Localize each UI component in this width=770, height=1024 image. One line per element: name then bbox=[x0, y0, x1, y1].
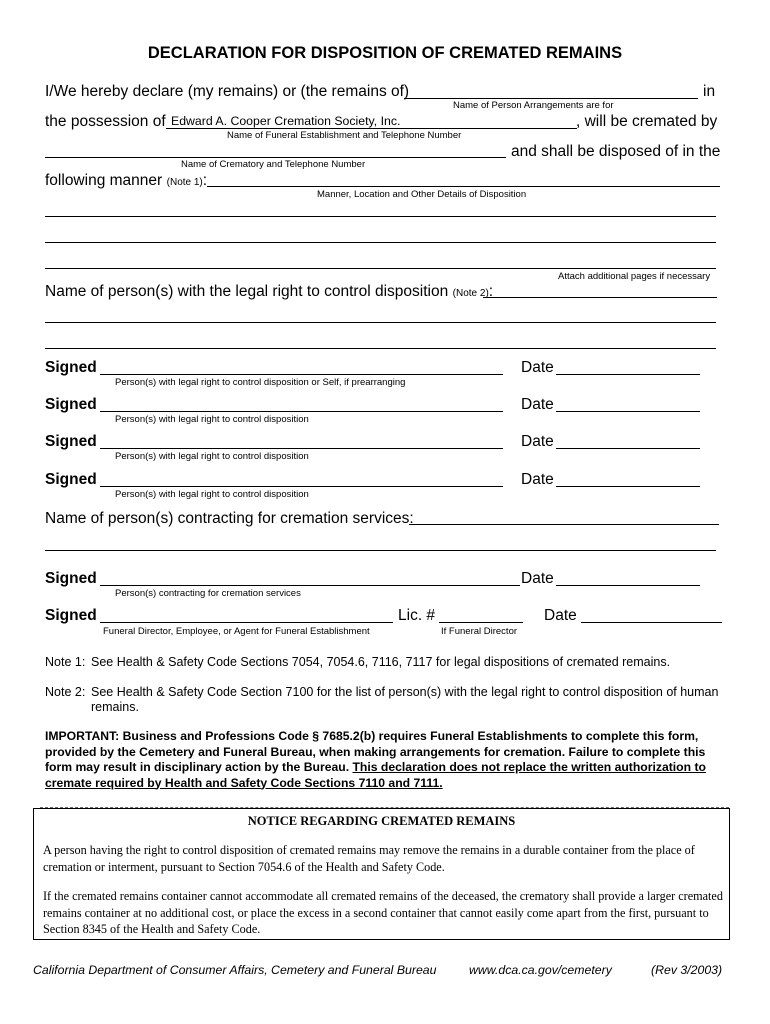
license-label: Lic. # bbox=[398, 607, 436, 624]
date-field[interactable] bbox=[556, 448, 700, 449]
date-label: Date bbox=[521, 359, 554, 376]
person-name-caption: Name of Person Arrangements are for bbox=[453, 100, 614, 111]
signature-caption: Person(s) with legal right to control disposition bbox=[115, 489, 309, 500]
signature-field[interactable] bbox=[100, 486, 503, 487]
person-name-field[interactable] bbox=[404, 98, 698, 99]
signed-label: Signed bbox=[45, 570, 97, 587]
notice-divider bbox=[40, 807, 729, 808]
date-label: Date bbox=[544, 607, 577, 624]
funeral-establishment-field[interactable] bbox=[166, 128, 577, 129]
note1-text: See Health & Safety Code Sections 7054, 7054.6, 7116, 7117 for legal dispositions of cremated remains. bbox=[91, 655, 671, 669]
date-field[interactable] bbox=[556, 585, 700, 586]
director-signature-caption: Funeral Director, Employee, or Agent for Funeral Establishment bbox=[103, 626, 370, 637]
footer-revision: (Rev 3/2003) bbox=[651, 963, 723, 977]
signature-caption: Person(s) with legal right to control disposition bbox=[115, 414, 309, 425]
note2-ref: (Note 2) bbox=[452, 288, 489, 299]
date-label: Date bbox=[521, 570, 554, 587]
note1-label: Note 1: bbox=[45, 655, 86, 669]
signature-field[interactable] bbox=[100, 448, 503, 449]
crematory-field[interactable] bbox=[45, 157, 506, 158]
date-label: Date bbox=[521, 396, 554, 413]
legal-right-field[interactable] bbox=[483, 297, 717, 298]
contracting-name-field[interactable] bbox=[409, 524, 719, 525]
signed-label: Signed bbox=[45, 433, 97, 450]
date-label: Date bbox=[521, 433, 554, 450]
license-field[interactable] bbox=[439, 622, 523, 623]
signature-caption: Person(s) with legal right to control disposition bbox=[115, 451, 309, 462]
declaration-line2-end: , will be cremated by bbox=[576, 113, 718, 130]
funeral-establishment-caption: Name of Funeral Establishment and Telephone Number bbox=[227, 130, 462, 141]
signature-field[interactable] bbox=[100, 411, 503, 412]
disposition-details-line[interactable] bbox=[45, 216, 716, 217]
note1-ref: (Note 1) bbox=[166, 177, 203, 188]
date-label: Date bbox=[521, 471, 554, 488]
contracting-label: Name of person(s) contracting for cremation services: bbox=[45, 510, 414, 527]
disposition-manner-caption: Manner, Location and Other Details of Disposition bbox=[317, 189, 527, 200]
important-text: IMPORTANT: Business and Professions Code § 7685.2(b) requires Funeral Establishments to complete this form, provided by the Cemetery and Funeral Bureau, when making arrangements for cremation. Failure to complete this form may result in disciplinary action by the Bureau. bbox=[45, 729, 706, 774]
legal-right-line[interactable] bbox=[45, 322, 716, 323]
signed-label: Signed bbox=[45, 471, 97, 488]
disposition-details-line[interactable] bbox=[45, 242, 716, 243]
legal-right-colon: : bbox=[488, 283, 494, 300]
crematory-caption: Name of Crematory and Telephone Number bbox=[181, 159, 366, 170]
declaration-line4-colon: : bbox=[202, 172, 208, 189]
legal-right-text: Name of person(s) with the legal right to control disposition bbox=[45, 283, 449, 300]
notice-paragraph-1: A person having the right to control disposition of cremated remains may remove the remains in a durable container from the place of cremation or interment, pursuant to Section 7054.6 of the Health and Safety Code. bbox=[43, 843, 695, 874]
declaration-line4 bbox=[45, 172, 207, 190]
director-signature-field[interactable] bbox=[100, 622, 393, 623]
notice-title: NOTICE REGARDING CREMATED REMAINS bbox=[247, 814, 516, 828]
signature-caption: Person(s) with legal right to control disposition or Self, if prearranging bbox=[115, 377, 406, 388]
legal-right-line[interactable] bbox=[45, 348, 716, 349]
note2-text: See Health & Safety Code Section 7100 for the list of person(s) with the legal right to control disposition of human bbox=[91, 685, 719, 699]
notice-box bbox=[33, 808, 730, 940]
signed-label: Signed bbox=[45, 396, 97, 413]
notice-paragraph-2: If the cremated remains container cannot accommodate all cremated remains of the deceased, the crematory shall provide a larger cremated remains container at no additional cost, or place the excess in a second container that cannot easily come apart from the first, pursuant to Section 8345 of the Health and Safety Code. bbox=[43, 889, 723, 936]
funeral-establishment-value: Edward A. Cooper Cremation Society, Inc. bbox=[171, 114, 401, 128]
date-field[interactable] bbox=[556, 486, 700, 487]
contracting-signature-caption: Person(s) contracting for cremation services bbox=[115, 588, 301, 599]
important-notice bbox=[45, 729, 735, 791]
note2-text-cont: remains. bbox=[91, 700, 139, 714]
attach-pages-note: Attach additional pages if necessary bbox=[558, 271, 711, 282]
footer-url[interactable]: www.dca.ca.gov/cemetery bbox=[469, 963, 612, 977]
note2-label: Note 2: bbox=[45, 685, 86, 699]
declaration-line1-end: in bbox=[703, 83, 716, 100]
signed-label: Signed bbox=[45, 359, 97, 376]
declaration-line2-text: the possession of bbox=[45, 113, 166, 130]
disposition-manner-field[interactable] bbox=[207, 186, 720, 187]
license-caption: If Funeral Director bbox=[441, 626, 518, 637]
date-field[interactable] bbox=[556, 374, 700, 375]
contracting-name-line[interactable] bbox=[45, 550, 716, 551]
date-field[interactable] bbox=[581, 622, 722, 623]
declaration-line4-text: following manner bbox=[45, 172, 163, 189]
legal-right-label bbox=[45, 283, 493, 301]
contracting-signature-field[interactable] bbox=[100, 585, 520, 586]
declaration-line1-text: I/We hereby declare (my remains) or (the remains of) bbox=[45, 83, 410, 100]
signature-field[interactable] bbox=[100, 374, 503, 375]
declaration-line3-end: and shall be disposed of in the bbox=[511, 143, 721, 160]
date-field[interactable] bbox=[556, 411, 700, 412]
footer-agency: California Department of Consumer Affairs, Cemetery and Funeral Bureau bbox=[33, 963, 437, 977]
signed-label: Signed bbox=[45, 607, 97, 624]
disposition-details-line[interactable] bbox=[45, 268, 716, 269]
page-title: DECLARATION FOR DISPOSITION OF CREMATED REMAINS bbox=[147, 44, 623, 62]
important-underlined: This declaration does not replace the written authorization to cremate required by Health and Safety Code Sections 7110 and 7111. bbox=[45, 760, 706, 790]
